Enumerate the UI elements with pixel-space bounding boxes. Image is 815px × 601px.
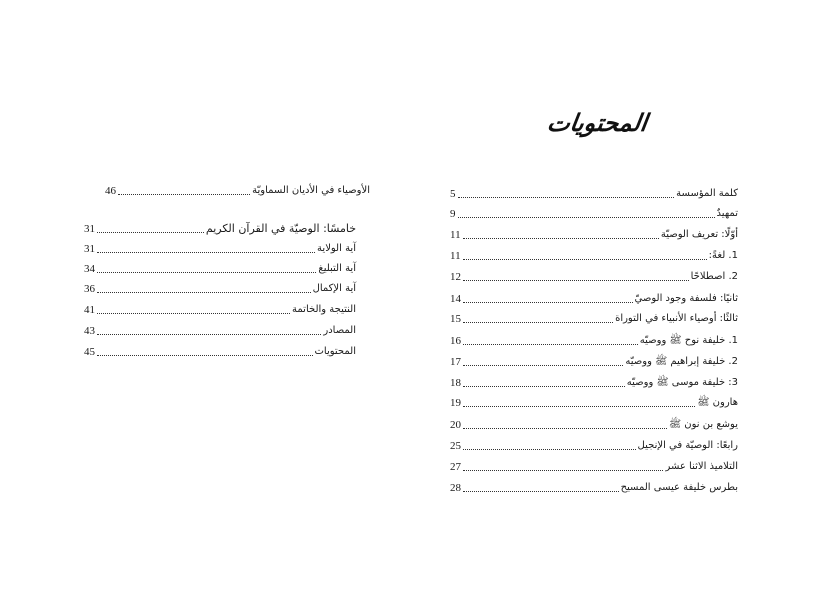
toc-leader-dots — [97, 271, 316, 273]
toc-leader-dots — [97, 231, 204, 233]
toc-entry-label: المصادر — [323, 325, 356, 336]
toc-page-number: 31 — [84, 223, 95, 235]
toc-entry-label: 2. اصطلاحًا — [690, 271, 738, 282]
toc-page-number: 31 — [84, 243, 95, 255]
toc-leader-dots — [97, 291, 311, 293]
toc-entry[interactable] — [450, 183, 738, 201]
toc-leader-dots — [97, 333, 321, 335]
toc-entry[interactable] — [450, 288, 738, 306]
toc-leader-dots — [118, 193, 250, 195]
toc-entry-label: يوشع بن نون ﷺ — [669, 419, 738, 430]
toc-entry[interactable] — [450, 392, 738, 410]
toc-entry-label: ثانيًا: فلسفة وجود الوصيّ — [634, 293, 738, 304]
toc-entry[interactable] — [84, 278, 356, 296]
toc-entry-label: آية الإكمال — [312, 283, 356, 294]
toc-page-number: 34 — [84, 263, 95, 275]
toc-entry[interactable] — [84, 238, 356, 256]
toc-entry[interactable] — [450, 456, 738, 474]
toc-entry-label: آية الولاية — [317, 243, 356, 254]
toc-page-number: 11 — [450, 250, 461, 262]
toc-entry[interactable] — [84, 299, 356, 317]
toc-page-number: 27 — [450, 461, 461, 473]
toc-entry-label: 1. لغةً: — [708, 250, 738, 261]
toc-page-number: 19 — [450, 397, 461, 409]
toc-page-number: 45 — [84, 346, 95, 358]
toc-leader-dots — [463, 258, 707, 260]
toc-leader-dots — [463, 385, 625, 387]
left-page — [0, 0, 407, 601]
toc-entry[interactable] — [84, 258, 356, 276]
toc-entry[interactable] — [450, 435, 738, 453]
toc-leader-dots — [97, 251, 315, 253]
toc-entry-label: التلاميذ الاثنا عشر — [665, 461, 738, 472]
toc-entry[interactable] — [450, 372, 738, 390]
toc-leader-dots — [463, 448, 636, 450]
toc-page-number: 46 — [105, 185, 116, 197]
toc-page-number: 36 — [84, 283, 95, 295]
toc-page-number: 17 — [450, 356, 461, 368]
toc-page-number: 25 — [450, 440, 461, 452]
toc-leader-dots — [463, 301, 633, 303]
toc-page-number: 14 — [450, 293, 461, 305]
toc-entry-label: بطرس خليفة عيسى المسيح — [620, 482, 738, 493]
toc-page-number: 12 — [450, 271, 461, 283]
page-title: المحتويات — [545, 108, 650, 137]
toc-leader-dots — [463, 279, 689, 281]
toc-entry-label: خامسًا: الوصيّة في القرآن الكريم — [205, 222, 356, 235]
toc-leader-dots — [458, 196, 675, 198]
right-page — [407, 0, 815, 601]
toc-entry[interactable] — [84, 320, 356, 338]
toc-leader-dots — [463, 321, 613, 323]
toc-leader-dots — [463, 405, 695, 407]
toc-page-number: 16 — [450, 335, 461, 347]
toc-leader-dots — [463, 490, 619, 492]
toc-leader-dots — [458, 216, 715, 218]
toc-entry-label: رابعًا: الوصيّة في الإنجيل — [637, 440, 738, 451]
toc-entry[interactable] — [450, 477, 738, 495]
toc-entry[interactable] — [450, 414, 738, 432]
toc-leader-dots — [463, 427, 667, 429]
toc-entry-label: 3: خليفة موسى ﷺ ووصيّه — [626, 377, 738, 388]
toc-entry-label: النتيجة والخاتمة — [292, 304, 356, 315]
toc-entry-label: 2. خليفة إبراهيم ﷺ ووصيّه — [625, 356, 738, 367]
toc-entry-label: المحتويات — [314, 346, 356, 357]
toc-entry[interactable] — [450, 266, 738, 284]
toc-entry-label: آية التبليغ — [318, 263, 356, 274]
toc-entry-label: هارون ﷺ — [697, 397, 738, 408]
toc-page-number: 5 — [450, 188, 456, 200]
toc-entry-label: كلمة المؤسسة — [676, 188, 738, 199]
toc-leader-dots — [463, 343, 638, 345]
toc-page-number: 41 — [84, 304, 95, 316]
toc-page-number: 15 — [450, 313, 461, 325]
toc-entry-label: أوّلًا: تعريف الوصيّة — [660, 229, 738, 240]
toc-entry[interactable] — [450, 351, 738, 369]
toc-entry[interactable] — [450, 245, 738, 263]
toc-page-number: 9 — [450, 208, 456, 220]
toc-entry[interactable] — [450, 224, 738, 242]
toc-entry-label: تمهيدٌ — [716, 208, 738, 219]
toc-leader-dots — [463, 364, 623, 366]
toc-header-entry[interactable] — [105, 180, 370, 198]
toc-entry[interactable] — [450, 308, 738, 326]
toc-leader-dots — [97, 312, 290, 314]
toc-page-number: 18 — [450, 377, 461, 389]
toc-leader-dots — [463, 237, 659, 239]
toc-entry-label: الأوصياء في الأديان السماويّة — [252, 185, 370, 196]
toc-entry[interactable] — [450, 330, 738, 348]
toc-entry-label: ثالثًا: أوصياء الأنبياء في التوراة — [615, 313, 738, 324]
toc-page-number: 20 — [450, 419, 461, 431]
toc-entry[interactable] — [450, 203, 738, 221]
toc-entry[interactable] — [84, 218, 356, 236]
toc-entry[interactable] — [84, 341, 356, 359]
toc-leader-dots — [97, 354, 313, 356]
toc-entry-label: 1. خليفة نوح ﷺ ووصيّه — [639, 335, 738, 346]
toc-page-number: 43 — [84, 325, 95, 337]
toc-page-number: 11 — [450, 229, 461, 241]
toc-page-number: 28 — [450, 482, 461, 494]
toc-leader-dots — [463, 469, 663, 471]
